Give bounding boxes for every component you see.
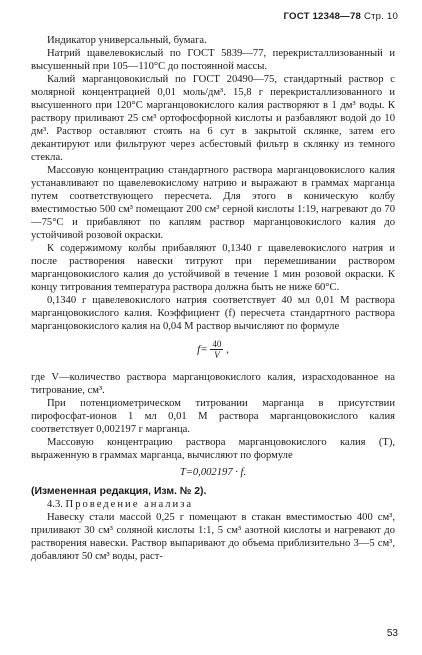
paragraph-potassium-permanganate: Калий марганцовокислый по ГОСТ 20490—75, стандартный раствор с молярной концентрацией 0,01 моль/дм³. 15,8 г перекристаллизованного и высушенного при 120°С марганцовокислого калия растворяют в 1 дм³ воды. К раствору приливают 25 см³ ортофосфорной кислоты и разбавляют водой до 10 дм³. Раствор оставляют стоять на 6 сут в закрытой склянке, затем его декантируют или фильтруют через асбестовый фильтр в склянку из темного стекла. (31, 74, 395, 163)
formula-comma: , (226, 343, 229, 356)
paragraph-where-v: где V—количество раствора марганцовокислого калия, израсходованное на титрование, см³. (31, 372, 395, 396)
document-body (31, 34, 395, 563)
section-heading (31, 498, 395, 511)
section-number: 4.3. (47, 499, 63, 510)
paragraph-indicator: Индикатор универсальный, бумага. (47, 35, 207, 46)
formula-fraction (210, 339, 223, 361)
formula-lhs: f (197, 343, 201, 356)
section-title: Проведение анализа (65, 499, 194, 510)
formula-equals: = (200, 343, 208, 356)
paragraph-procedure: Навеску стали массой 0,25 г помещают в стакан вместимостью 400 см³, приливают 30 см³ соляной кислоты 1:1, 5 см³ азотной кислоты и нагревают до растворения навески. Раствор выпаривают до объема приблизительно 3—5 см³, добавляют 50 см³ воды, раст- (31, 512, 395, 562)
paragraph-coefficient: 0,1340 г щавелевокислого натрия соответствует 40 мл 0,01 М раствора марганцовокислого калия. Коэффициент (f) пересчета стандартного раствора марганцовокислого калия на 0,04 М раствор вычисляют по формуле (31, 295, 395, 332)
formula-numerator: 40 (212, 339, 222, 349)
page-header (284, 11, 398, 22)
page-label: Стр. 10 (363, 11, 398, 22)
paragraph-mass-concentration: Массовую концентрацию раствора марганцовокислого калия (Т), выраженную в граммах марганца, вычисляют по формуле (31, 437, 395, 461)
paragraph-titration: К содержимому колбы прибавляют 0,1340 г щавелевокислого натрия и после растворения навески титруют при перемешивании раствором марганцовокислого калия до устойчивой в течение 1 мин розовой окраски. К концу титрования температура раствора должна быть не ниже 60°С. (31, 243, 395, 293)
page-number: 53 (386, 628, 398, 639)
formula-mass-concentration: T=0,002197 · f. (179, 467, 247, 478)
standard-number: ГОСТ 12348—78 (283, 11, 362, 22)
formula-denominator: V (214, 350, 220, 360)
amendment-note: (Измененная редакция, Изм. № 2). (31, 486, 207, 497)
formula-coefficient (31, 339, 395, 365)
paragraph-potentiometric: При потенциометрическом титровании марганца в присутствии пирофосфат-ионов 1 мл 0,01 М раствора марганцовокислого калия соответствует 0,002197 г марганца. (31, 398, 395, 435)
paragraph-concentration-setup: Массовую концентрацию стандартного раствора марганцовокислого калия устанавливают по щавелевокислому натрию и выражают в граммах марганца путем соответствующего пересчета. Для этого в коническую колбу вместимостью 500 см³ помещают 200 см³ серной кислоты 1:19, нагревают до 70—75°С и прибавляют по каплям раствор марганцовокислого калия до устойчивой розовой окраски. (31, 165, 395, 241)
paragraph-sodium-oxalate: Натрий щавелевокислый по ГОСТ 5839—77, перекристаллизованный и высушенный при 105—110°С до постоянной массы. (31, 48, 395, 72)
